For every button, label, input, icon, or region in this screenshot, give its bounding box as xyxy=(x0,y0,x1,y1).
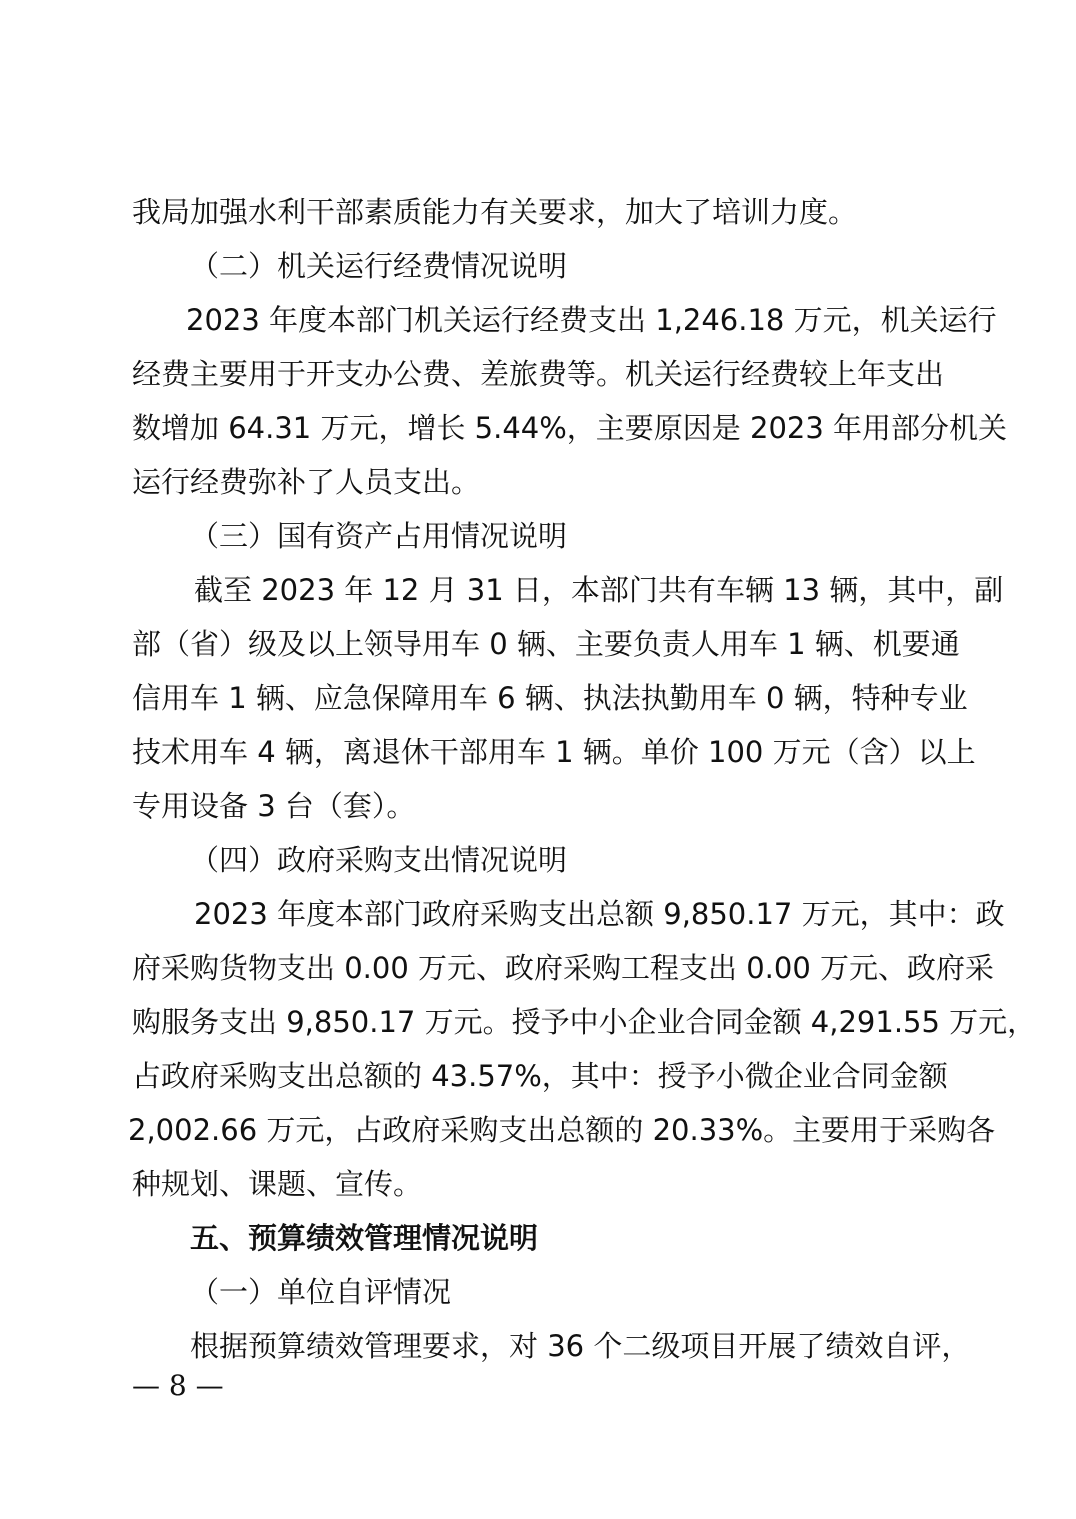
paragraph-line: 种规划、课题、宣传。 xyxy=(132,1167,423,1201)
section-heading-1: （一）单位自评情况 xyxy=(190,1275,452,1309)
paragraph-line: 府采购货物支出 0.00 万元、政府采购工程支出 0.00 万元、政府采 xyxy=(132,951,995,985)
paragraph-line: 2023 年度本部门政府采购支出总额 9,850.17 万元，其中：政 xyxy=(194,897,1005,931)
paragraph-line: 根据预算绩效管理要求，对 36 个二级项目开展了绩效自评， xyxy=(190,1329,971,1363)
paragraph-line: 占政府采购支出总额的 43.57%，其中：授予小微企业合同金额 xyxy=(132,1059,948,1093)
paragraph-line: 专用设备 3 台（套）。 xyxy=(132,789,416,823)
paragraph-line: 数增加 64.31 万元，增长 5.44%，主要原因是 2023 年用部分机关 xyxy=(132,411,1008,445)
paragraph-line: 我局加强水利干部素质能力有关要求，加大了培训力度。 xyxy=(132,195,858,229)
paragraph-line: 信用车 1 辆、应急保障用车 6 辆、执法执勤用车 0 辆，特种专业 xyxy=(132,681,968,715)
paragraph-line: 2,002.66 万元，占政府采购支出总额的 20.33%。主要用于采购各 xyxy=(128,1113,996,1147)
page-number: — 8 — xyxy=(132,1369,224,1402)
section-heading-2: （二）机关运行经费情况说明 xyxy=(190,249,568,283)
chapter-heading-5: 五、预算绩效管理情况说明 xyxy=(190,1221,539,1255)
paragraph-line: 购服务支出 9,850.17 万元。授予中小企业合同金额 4,291.55 万元， xyxy=(132,1005,1037,1039)
section-heading-4: （四）政府采购支出情况说明 xyxy=(190,843,568,877)
paragraph-line: 部（省）级及以上领导用车 0 辆、主要负责人用车 1 辆、机要通 xyxy=(132,627,960,661)
paragraph-line: 经费主要用于开支办公费、差旅费等。机关运行经费较上年支出 xyxy=(132,357,945,391)
paragraph-line: 2023 年度本部门机关运行经费支出 1,246.18 万元，机关运行 xyxy=(186,303,997,337)
section-heading-3: （三）国有资产占用情况说明 xyxy=(190,519,568,553)
paragraph-line: 截至 2023 年 12 月 31 日，本部门共有车辆 13 辆，其中，副 xyxy=(194,573,1004,607)
paragraph-line: 技术用车 4 辆，离退休干部用车 1 辆。单价 100 万元（含）以上 xyxy=(132,735,976,769)
paragraph-line: 运行经费弥补了人员支出。 xyxy=(132,465,481,499)
